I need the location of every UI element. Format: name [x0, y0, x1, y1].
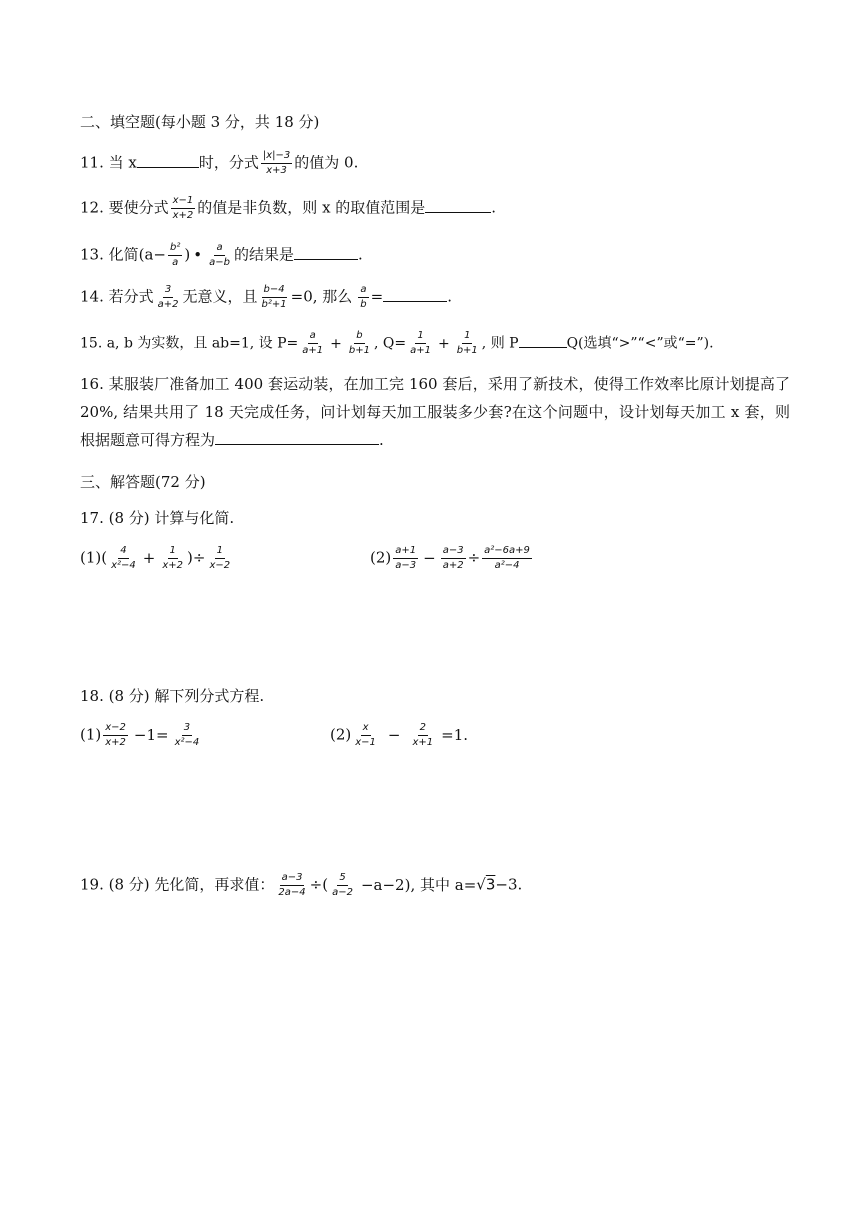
q14-text-c: =0, 那么 — [290, 287, 353, 306]
q19-open-paren: ( — [322, 875, 329, 894]
q19-sqrt — [476, 876, 495, 894]
q16-text: 16. 某服装厂准备加工 400 套运动装，在加工完 160 套后，采用了新技术，使得工作效率比原计划提高了 20%, 结果共用了 18 天完成任务，问计划每天加工服装多少套?在这个问题中，设计划每天加工 x 套，则根据题意可得方程为 — [80, 375, 790, 449]
q13-text-b: ) — [184, 245, 191, 264]
section-2-heading — [80, 112, 790, 132]
q18-p1-f1-numerator: x−2 — [103, 722, 128, 736]
q14-f3-numerator: a — [358, 284, 368, 298]
q15-f1-numerator: a — [308, 330, 318, 344]
q17-p2-minus: − — [423, 548, 436, 567]
q14-text-a: 14. 若分式 — [80, 287, 154, 306]
q11-text-a: 11. 当 x — [80, 153, 137, 172]
q17-p1-fraction-2 — [160, 545, 185, 572]
q19-radicand: 3 — [485, 875, 496, 894]
q13-f1-numerator: b² — [168, 242, 182, 256]
q17-p1-f3-numerator: 1 — [215, 545, 225, 559]
q11-answer-blank[interactable] — [137, 153, 199, 168]
q18-p1-f2-numerator: 3 — [182, 722, 192, 736]
q15-fraction-1 — [300, 330, 325, 357]
q14-f1-denominator: a+2 — [157, 299, 179, 310]
q17-p2-fraction-2 — [441, 545, 466, 572]
q15-plus-2: + — [437, 335, 450, 352]
question-18-title — [80, 686, 790, 706]
q17-p2-f2-numerator: a−3 — [441, 545, 466, 559]
q17-p1-f2-denominator: x+2 — [162, 560, 184, 571]
q15-f1-denominator: a+1 — [302, 345, 324, 356]
q15-answer-blank[interactable] — [519, 333, 567, 348]
q14-f1-numerator: 3 — [163, 284, 173, 298]
q12-fraction — [171, 195, 196, 222]
q11-text-c: 的值为 0. — [294, 153, 359, 172]
q15-fraction-3 — [408, 330, 433, 357]
q11-text-b: 时，分式 — [198, 153, 259, 172]
q18-p1-middle: −1= — [133, 725, 169, 744]
question-12 — [80, 195, 790, 222]
q17-p2-fraction-3 — [482, 545, 532, 572]
q13-dot-operator: • — [193, 245, 203, 264]
q19-text-c: −3. — [495, 875, 523, 894]
q17-p1-close-paren: ) — [187, 548, 193, 567]
q17-p1-fraction-1 — [109, 545, 138, 572]
q19-divide: ÷ — [309, 875, 323, 894]
q18-p2-fraction-1 — [353, 722, 378, 749]
q16-answer-blank[interactable] — [215, 430, 379, 445]
q14-f2-denominator: b²+1 — [261, 299, 287, 310]
q18-title-text: 18. (8 分) 解下列分式方程. — [80, 687, 265, 705]
q14-text-e: . — [447, 287, 452, 306]
question-17-part-1 — [80, 545, 234, 572]
question-18-part-2 — [330, 722, 468, 749]
q17-p2-fraction-1 — [393, 545, 418, 572]
question-17-part-2 — [370, 545, 534, 572]
q15-f2-numerator: b — [354, 330, 364, 344]
q18-p1-f1-denominator: x+2 — [105, 737, 126, 748]
section-2-title: 二、填空题(每小题 3 分，共 18 分) — [80, 113, 320, 131]
q17-p2-label: (2) — [370, 548, 392, 567]
q14-fraction-2 — [260, 284, 289, 311]
q15-text-d: Q(选填“>”“<”或“=”). — [566, 335, 714, 352]
q18-p2-f2-numerator: 2 — [418, 722, 428, 736]
q14-text-b: 无意义，且 — [182, 287, 258, 306]
q15-f4-denominator: b+1 — [456, 345, 478, 356]
q13-fraction-1 — [168, 242, 182, 269]
question-18-part-1 — [80, 722, 203, 749]
q11-fraction — [261, 150, 292, 177]
question-16 — [80, 370, 790, 454]
q18-p1-fraction-1 — [103, 722, 128, 749]
q18-p1-fraction-2 — [173, 722, 202, 749]
q12-numerator: x−1 — [171, 195, 196, 209]
q17-p2-f1-numerator: a+1 — [393, 545, 418, 559]
q12-text-c: . — [491, 198, 497, 217]
q15-text-c: , 则 P — [481, 335, 519, 352]
q17-p2-f3-numerator: a²−6a+9 — [482, 545, 532, 559]
q18-p2-f1-denominator: x−1 — [355, 737, 376, 748]
q19-text-a: 19. (8 分) 先化简，再求值： — [80, 875, 275, 894]
q13-fraction-2 — [207, 242, 232, 269]
q17-p1-f1-denominator: x²−4 — [111, 560, 136, 571]
q11-numerator: |x|−3 — [261, 150, 292, 164]
q14-fraction-1 — [156, 284, 181, 311]
q13-text-d: . — [357, 245, 363, 264]
q17-p1-f1-numerator: 4 — [118, 545, 128, 559]
question-19 — [80, 872, 790, 899]
q12-text-b: 的值是非负数，则 x 的取值范围是 — [197, 198, 426, 217]
q18-p2-end: =1. — [441, 725, 469, 744]
q17-p1-f3-denominator: x−2 — [209, 560, 231, 571]
q19-f1-numerator: a−3 — [280, 872, 305, 886]
q13-answer-blank[interactable] — [294, 245, 358, 260]
q15-fraction-2 — [347, 330, 372, 357]
q15-text-a: 15. a, b 为实数，且 ab=1, 设 P= — [80, 335, 299, 352]
q15-f3-denominator: a+1 — [410, 345, 431, 356]
q13-f1-denominator: a — [172, 257, 179, 268]
q17-p2-divide: ÷ — [467, 548, 481, 567]
q16-text-end: . — [379, 431, 384, 449]
q13-text-c: 的结果是 — [233, 245, 294, 264]
q12-answer-blank[interactable] — [425, 198, 491, 213]
q19-f2-denominator: a−2 — [332, 887, 353, 898]
q17-p1-divide: ÷ — [192, 548, 206, 567]
q15-f4-numerator: 1 — [462, 330, 472, 344]
q17-p1-open-paren: ( — [101, 548, 108, 567]
q17-p2-f3-denominator: a²−4 — [494, 560, 520, 571]
q15-f2-denominator: b+1 — [348, 345, 370, 356]
q14-text-d: = — [370, 287, 384, 306]
q18-p1-f2-denominator: x²−4 — [174, 737, 200, 748]
q18-p2-f1-numerator: x — [361, 722, 371, 736]
q18-p2-label: (2) — [330, 725, 352, 744]
question-13 — [80, 242, 790, 269]
q12-denominator: x+2 — [172, 210, 194, 221]
question-14 — [80, 284, 790, 311]
q13-f2-denominator: a−b — [209, 257, 230, 268]
q19-fraction-2 — [330, 872, 355, 899]
q17-p1-plus: + — [142, 548, 156, 567]
q14-f2-numerator: b−4 — [262, 284, 287, 298]
q17-p1-label: (1) — [80, 548, 102, 567]
q14-fraction-3 — [358, 284, 368, 311]
question-17-title — [80, 508, 790, 528]
q18-p1-label: (1) — [80, 725, 102, 744]
q18-p2-minus: − — [387, 725, 401, 744]
q18-p2-fraction-2 — [411, 722, 436, 749]
q19-text-b: −a−2), 其中 a= — [360, 875, 477, 894]
q14-f3-denominator: b — [360, 299, 367, 310]
q15-f3-numerator: 1 — [415, 330, 425, 344]
section-3-heading — [80, 472, 790, 492]
q17-p2-f1-denominator: a−3 — [395, 560, 417, 571]
q15-plus-1: + — [330, 335, 342, 352]
q15-fraction-4 — [455, 330, 480, 357]
q17-p2-f2-denominator: a+2 — [442, 560, 464, 571]
q19-f1-denominator: 2a−4 — [278, 887, 306, 898]
q19-fraction-1 — [276, 872, 307, 899]
q15-text-b: , Q= — [373, 335, 407, 352]
section-3-title: 三、解答题(72 分) — [80, 473, 206, 491]
q19-f2-numerator: 5 — [337, 872, 347, 886]
q19-sqrt-sign: √ — [476, 875, 486, 894]
q17-p1-fraction-3 — [207, 545, 232, 572]
q11-denominator: x+3 — [266, 165, 287, 176]
q17-title-text: 17. (8 分) 计算与化简. — [80, 509, 235, 527]
q12-text-a: 12. 要使分式 — [80, 198, 169, 217]
q18-p2-f2-denominator: x+1 — [412, 737, 434, 748]
question-15 — [80, 330, 790, 357]
q17-p1-f2-numerator: 1 — [168, 545, 178, 559]
q13-f2-numerator: a — [214, 242, 224, 256]
q14-answer-blank[interactable] — [383, 287, 447, 302]
question-11 — [80, 150, 790, 177]
q13-text-a: 13. 化简(a− — [80, 245, 166, 264]
